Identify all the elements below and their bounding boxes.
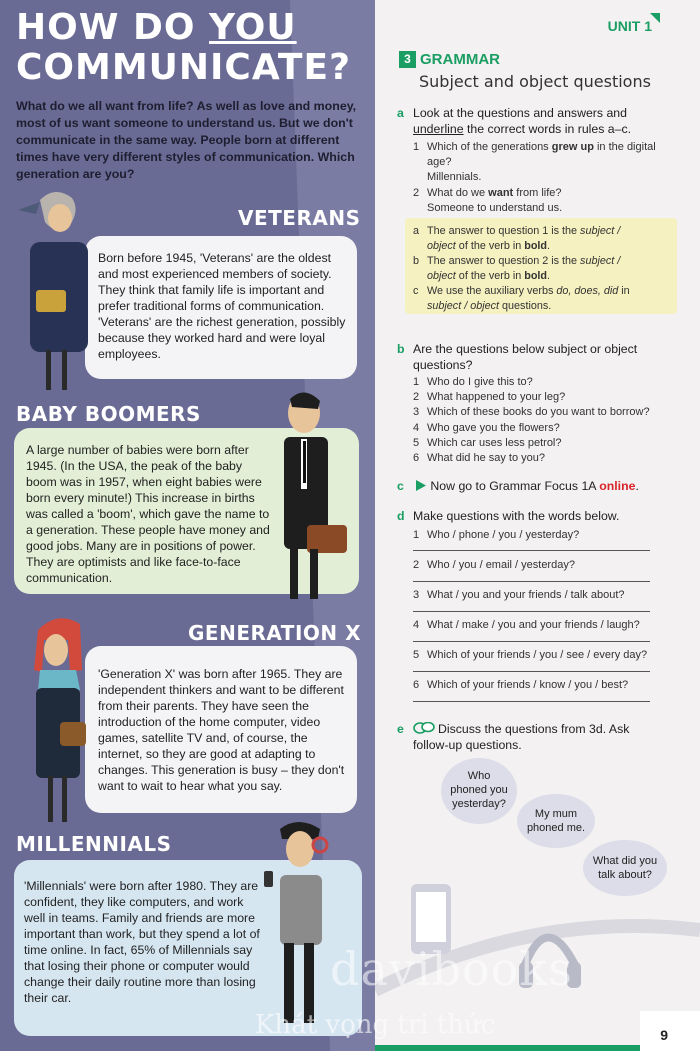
exercise-a-line1: Look at the questions and answers and bbox=[413, 106, 627, 120]
question-item bbox=[413, 528, 579, 543]
rule-text: of the verb in bbox=[455, 270, 525, 282]
watermark-slogan: Khát vọng tri thức bbox=[255, 1010, 496, 1040]
item-number: 3 bbox=[413, 589, 420, 601]
item-text: What happened to your leg? bbox=[427, 391, 566, 404]
q1-answer: Millennials. bbox=[427, 171, 482, 184]
item-text: Which car uses less petrol? bbox=[427, 436, 562, 449]
item-number: 4 bbox=[413, 619, 420, 631]
item-number: 1 bbox=[413, 529, 420, 541]
answer-line[interactable] bbox=[413, 550, 650, 551]
veterans-heading: VETERANS bbox=[238, 206, 361, 230]
answer-line[interactable] bbox=[413, 671, 650, 672]
q2-post: from life? bbox=[513, 186, 562, 199]
item-number: 6 bbox=[413, 679, 420, 691]
unit-corner-flag bbox=[650, 13, 660, 23]
list-item bbox=[413, 375, 650, 390]
rule-c bbox=[413, 284, 630, 314]
list-item bbox=[413, 436, 650, 451]
item-number: 2 bbox=[413, 391, 420, 404]
item-text: Who / you / email / yesterday? bbox=[427, 559, 575, 571]
list-item bbox=[413, 405, 650, 420]
generation-x-text: 'Generation X' was born after 1965. They are independent thinkers and want to be different from their parents. They have seen the introduction of the home computer, video games, satellite TV and, of course, the internet, so they are good at adapting to changes. This generation is busy – they don't want to wait to hear what you say. bbox=[98, 667, 345, 793]
rule-choice[interactable]: subject / bbox=[580, 225, 621, 237]
item-number: 3 bbox=[413, 406, 420, 419]
exercise-b-line2: questions? bbox=[413, 357, 473, 372]
item-number: 1 bbox=[413, 141, 420, 153]
section-title: GRAMMAR bbox=[420, 51, 500, 68]
q1-pre: Which of the generations bbox=[427, 141, 552, 153]
answer-line[interactable] bbox=[413, 611, 650, 612]
exercise-c-end: . bbox=[635, 479, 639, 493]
online-link[interactable]: online bbox=[599, 479, 636, 493]
rule-text: We use the auxiliary verbs bbox=[427, 285, 557, 297]
rule-bold: bold bbox=[524, 240, 548, 252]
bubble-line: Who bbox=[467, 770, 491, 782]
underline-word: underline bbox=[413, 121, 464, 136]
rule-choice[interactable]: subject / object bbox=[427, 300, 500, 312]
list-item bbox=[413, 421, 650, 436]
rule-text: The answer to question 2 is the bbox=[427, 255, 581, 267]
exercise-letter: d bbox=[397, 509, 405, 523]
millennials-heading: MILLENNIALS bbox=[16, 832, 172, 856]
exercise-b-questions bbox=[413, 375, 650, 466]
question-item bbox=[413, 678, 628, 693]
generation-x-card bbox=[85, 646, 357, 813]
rule-choice[interactable]: subject / bbox=[580, 255, 621, 267]
exercise-d bbox=[397, 509, 619, 525]
speech-bubble-icon bbox=[413, 722, 435, 734]
item-number: 6 bbox=[413, 452, 420, 465]
question-item bbox=[413, 558, 575, 573]
question-item bbox=[413, 588, 625, 603]
exercise-a bbox=[397, 106, 631, 137]
list-item bbox=[413, 390, 650, 405]
item-text: Who gave you the flowers? bbox=[427, 421, 560, 434]
rule-bold: bold bbox=[524, 270, 548, 282]
exercise-letter: e bbox=[397, 722, 404, 736]
exercise-a-questions bbox=[413, 140, 656, 216]
q2-bold: want bbox=[488, 186, 514, 199]
item-text: Who / phone / you / yesterday? bbox=[427, 529, 580, 541]
millennials-text: 'Millennials' were born after 1980. They are confident, they like computers, and work well in teams. Family and friends are more important than work, but they spend a lot of time online. In fact, 65% of Millennials say that losing their phone or computer would change their daily routine more than losing their car. bbox=[24, 879, 260, 1005]
rule-text: in bbox=[618, 285, 630, 297]
veterans-text: Born before 1945, 'Veterans' are the oldest and most experienced members of society. They think that family life is important and prefer traditional forms of communication. 'Veterans' are the richest generation, possibly because they worked hard and were loyal employees. bbox=[98, 251, 346, 361]
item-text: Which of your friends / know / you / best? bbox=[427, 679, 629, 691]
item-number: 5 bbox=[413, 649, 420, 661]
veteran-illustration bbox=[10, 180, 92, 400]
rule-italic: do, does, did bbox=[556, 285, 619, 297]
exercise-a-line2: the correct words in rules a–c. bbox=[463, 121, 632, 136]
rule-choice[interactable]: object bbox=[427, 240, 456, 252]
item-text: Which of your friends / you / see / every day? bbox=[427, 649, 648, 661]
speech-bubble bbox=[441, 758, 517, 824]
rule-text: questions. bbox=[499, 300, 552, 312]
rule-b bbox=[413, 254, 620, 284]
section-heading bbox=[399, 51, 500, 68]
answer-line[interactable] bbox=[413, 641, 650, 642]
q1-line2: age? bbox=[427, 156, 452, 169]
page-corner bbox=[640, 1011, 700, 1051]
exercise-letter: b bbox=[397, 342, 405, 356]
bubble-line: yesterday? bbox=[452, 798, 506, 810]
rule-a bbox=[413, 224, 620, 254]
rule-text: . bbox=[547, 240, 551, 252]
answer-line[interactable] bbox=[413, 701, 650, 702]
watermark-brand: davibooks bbox=[330, 942, 573, 996]
exercise-e-line1: Discuss the questions from 3d. Ask bbox=[438, 722, 630, 736]
title-line-2: COMMUNICATE? bbox=[16, 47, 351, 88]
rule-letter: c bbox=[413, 285, 419, 297]
title-part: HOW DO bbox=[16, 7, 209, 48]
title-underlined-word: YOU bbox=[209, 7, 297, 48]
rule-letter: a bbox=[413, 225, 420, 237]
question-item bbox=[413, 648, 647, 663]
q1-post: in the digital bbox=[593, 141, 656, 153]
exercise-letter: c bbox=[397, 479, 404, 493]
exercise-b bbox=[397, 342, 637, 373]
bubble-line: phoned me. bbox=[526, 822, 586, 834]
section-subtitle: Subject and object questions bbox=[419, 72, 651, 91]
businessman-illustration bbox=[272, 385, 352, 610]
question-item bbox=[413, 618, 640, 633]
exercise-e bbox=[397, 722, 629, 753]
article-intro: What do we all want from life? As well as love and money, most of us want someone to understand us. But we don't communicate in the same way. People born at different times have very different styles of communication. Which generation are you? bbox=[16, 99, 357, 181]
item-number: 2 bbox=[413, 186, 420, 199]
play-arrow-icon bbox=[416, 480, 426, 491]
rules-box bbox=[405, 218, 677, 314]
rule-text: The answer to question 1 is the bbox=[427, 225, 581, 237]
generation-x-illustration bbox=[28, 610, 98, 830]
rule-choice[interactable]: object bbox=[427, 270, 456, 282]
item-text: Which of these books do you want to borrow? bbox=[427, 406, 650, 419]
rule-text: of the verb in bbox=[455, 240, 525, 252]
item-number: 4 bbox=[413, 421, 420, 434]
item-text: Who do I give this to? bbox=[427, 376, 533, 388]
page-number: 9 bbox=[660, 1027, 668, 1043]
exercise-c-text: Now go to Grammar Focus 1A bbox=[430, 479, 600, 493]
q2-pre: What do we bbox=[427, 186, 489, 199]
exercise-e-line2: follow-up questions. bbox=[413, 737, 522, 752]
exercise-c bbox=[397, 479, 639, 495]
baby-boomers-heading: BABY BOOMERS bbox=[16, 402, 201, 426]
exercise-letter: a bbox=[397, 106, 404, 120]
section-number: 3 bbox=[399, 51, 416, 68]
article-title bbox=[16, 8, 351, 88]
bubble-line: talk about? bbox=[598, 869, 652, 881]
q2-answer: Someone to understand us. bbox=[427, 201, 563, 214]
item-number: 2 bbox=[413, 559, 420, 571]
q1-bold: grew up bbox=[551, 141, 594, 153]
baby-boomers-text: A large number of babies were born after 1945. (In the USA, the peak of the baby boom was in 1957, when eight babies were born every minute!) This increase in births was called a 'boom', which gave the name to a generation. These people have money and good jobs. Many are in positions of power. They are optimists and like face-to-face communication. bbox=[26, 443, 270, 585]
item-number: 5 bbox=[413, 436, 420, 449]
answer-line[interactable] bbox=[413, 581, 650, 582]
bubble-line: My mum bbox=[534, 808, 578, 820]
item-text: What / make / you and your friends / laugh? bbox=[427, 619, 640, 631]
rule-text: . bbox=[547, 270, 551, 282]
bubble-line: phoned you bbox=[450, 784, 508, 796]
list-item bbox=[413, 451, 650, 466]
item-number: 1 bbox=[413, 376, 420, 388]
exercise-b-line1: Are the questions below subject or object bbox=[413, 342, 638, 356]
unit-label: UNIT 1 bbox=[607, 18, 652, 34]
bubble-line: What did you bbox=[592, 855, 658, 867]
generation-x-heading: GENERATION X bbox=[188, 621, 362, 645]
rule-letter: b bbox=[413, 255, 420, 267]
veterans-card bbox=[85, 236, 357, 379]
item-text: What did he say to you? bbox=[427, 452, 546, 465]
exercise-d-text: Make questions with the words below. bbox=[413, 509, 620, 523]
item-text: What / you and your friends / talk about? bbox=[427, 589, 625, 601]
